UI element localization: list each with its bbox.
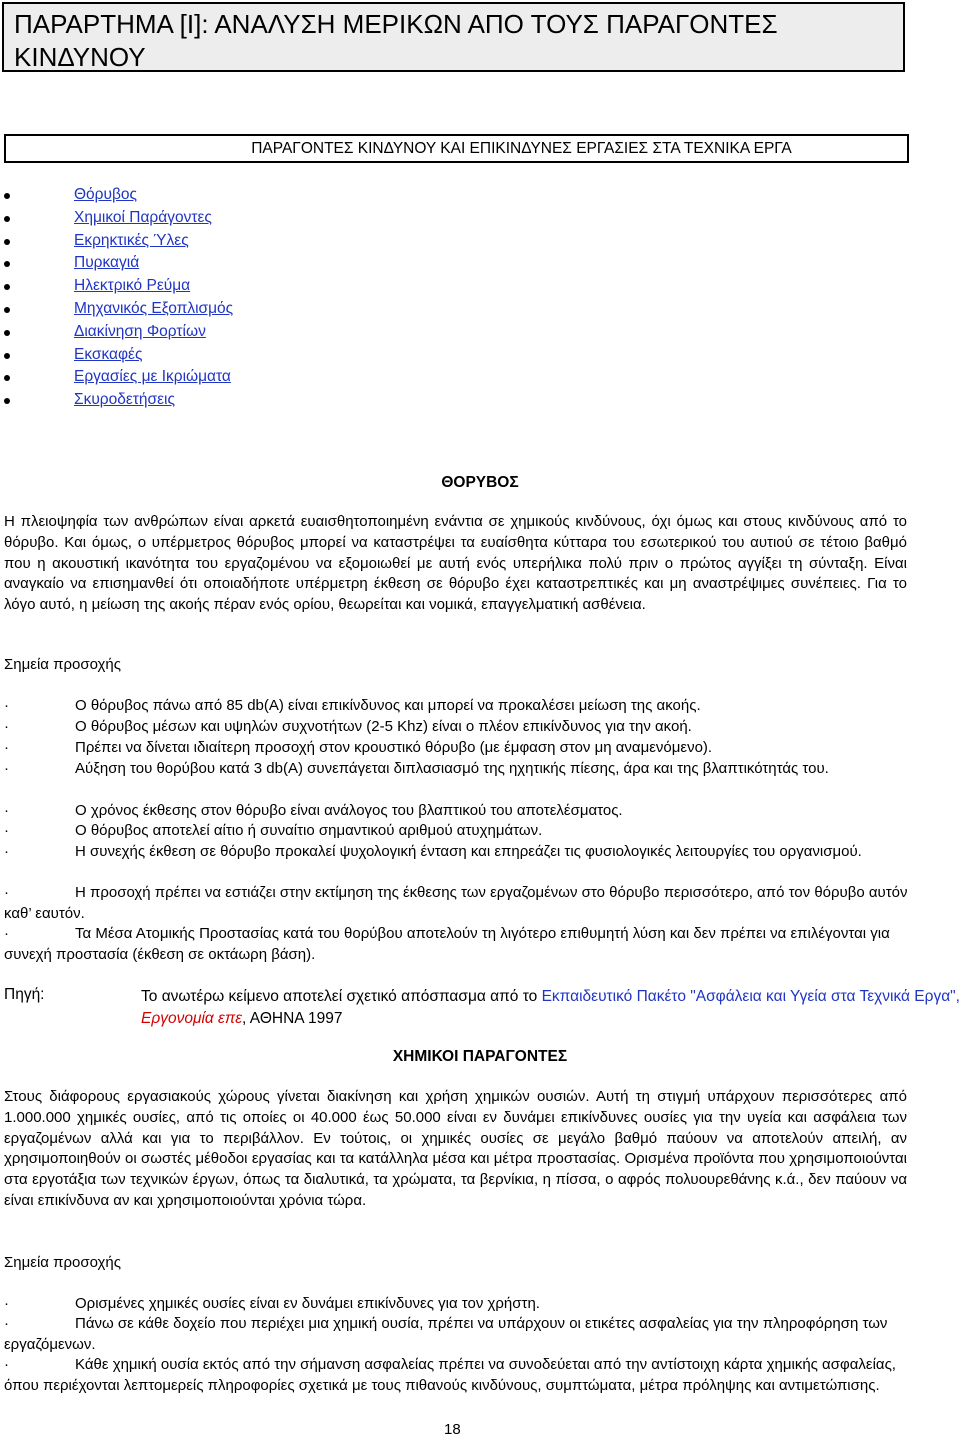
- toc-link-chemicals[interactable]: Χημικοί Παράγοντες: [74, 208, 212, 226]
- noise-attention-label: Σημεία προσοχής: [4, 656, 121, 673]
- toc-link-excavations[interactable]: Εκσκαφές: [74, 345, 143, 363]
- noise-bullet: · Τα Μέσα Ατομικής Προστασίας κατά του θορύβου αποτελούν τη λιγότερο επιθυμητή λύση και δεν πρέπει να επιλέγονται για συνεχή προστασία (έκθεση σε οκτάωρη βάση).: [4, 925, 890, 963]
- noise-bullet: · Η συνεχής έκθεση σε θόρυβο προκαλεί ψυχολογική ένταση και επηρεάζει τις φυσιολογικές λειτουργίες του οργανισμού.: [4, 843, 862, 860]
- toc-link-concreting[interactable]: Σκυροδετήσεις: [74, 391, 175, 409]
- toc-link-fire[interactable]: Πυρκαγιά: [74, 254, 140, 272]
- bullet-dot-icon: [4, 398, 10, 404]
- chemical-paragraph: Στους διάφορους εργασιακούς χώρους γίνεται διακίνηση και χρήση χημικών ουσιών. Αυτή τη στιγμή υπάρχουν περισσότερες από 1.000.000 χημικές ουσίες, από τις οποίες οι 40.000 έως 50.000 είναι εν δυνάμει επικίνδυνες ουσίες για την υγεία και ασφάλεια των εργαζομένων αλλά και για το περιβάλλον. Εν τούτοις, οι χημικές ουσίες σε μεγάλο βαθμό παύουν να αποτελούν απειλή, αν χρησιμοποιηθούν οι σωστές μέθοδοι εργασίας και τα κατάλληλα μέσα και μέτρα προστασίας. Ορισμένα προϊόντα που χρησιμοποιούνται στα εργοτάξια των τεχνικών έργων, όπως τα διαλυτικά, τα χρώματα, τα βερνίκια, η πίσσα, ο αφρός πολυουρεθάνης κ.ά., δεν παύουν να είναι επικίνδυνα αν και χρησιμοποιούνται χρόνια τώρα.: [4, 1088, 907, 1209]
- noise-paragraph: Η πλειοψηφία των ανθρώπων είναι αρκετά ευαισθητοποιημένη ενάντια σε χημικούς κινδύνους, όχι όμως και στους κινδύνους από το θόρυβο. Και όμως, ο υπέρμετρος θόρυβος μπορεί να καταστρέψει τα ευαίσθητα κύτταρα του εσωτερικού του αυτιού σε τέτοιο βαθμό που η ακουστική ικανότητα του εργαζομένου να εξομοιωθεί με αυτή ενός υπερήλικα πολύ πριν ο πρώτος αγγίξει τη σύνταξη. Είναι αναγκαίο να επισημανθεί ότι οποιαδήποτε υπέρμετρη έκθεση σε θόρυβο έχει καταστρεπτικές και μη αναστρέψιμες συνέπειες. Για το λόγο αυτό, η μείωση της ακοής πέραν ενός ορίου, θεωρείται και νομικά, επαγγελματική ασθένεια.: [4, 513, 907, 614]
- noise-bullet: · Πρέπει να δίνεται ιδιαίτερη προσοχή στον κρουστικό θόρυβο (με έμφαση στον μη αναμενόμενο).: [4, 739, 713, 756]
- bullet-dot-icon: [4, 284, 10, 290]
- page-number: 18: [444, 1421, 461, 1438]
- noise-bullet: · Ο θόρυβος αποτελεί αίτιο ή συναίτιο σημαντικού αριθμού ατυχημάτων.: [4, 822, 543, 839]
- source-label: Πηγή:: [4, 986, 45, 1003]
- source-publisher: Εργονομία επε: [141, 1010, 243, 1027]
- chemical-heading: ΧΗΜΙΚΟΙ ΠΑΡΑΓΟΝΤΕΣ: [392, 1048, 568, 1065]
- chemical-bullet: · Πάνω σε κάθε δοχείο που περιέχει μια χημική ουσία, πρέπει να υπάρχουν οι ετικέτες ασφαλείας για την πληροφόρηση των εργαζόμενων.: [4, 1315, 888, 1353]
- chemical-attention-label: Σημεία προσοχής: [4, 1254, 121, 1271]
- toc-link-electricity[interactable]: Ηλεκτρικό Ρεύμα: [74, 277, 191, 295]
- bullet-dot-icon: [4, 261, 10, 267]
- toc-link-load-handling[interactable]: Διακίνηση Φορτίων: [74, 322, 206, 340]
- bullet-dot-icon: [4, 375, 10, 381]
- noise-bullet: · Ο θόρυβος πάνω από 85 db(A) είναι επικίνδυνος και μπορεί να προκαλέσει μείωση της ακοής.: [4, 697, 701, 714]
- bullet-dot-icon: [4, 239, 10, 245]
- chemical-bullet: · Ορισμένες χημικές ουσίες είναι εν δυνάμει επικίνδυνες για τον χρήστη.: [4, 1295, 540, 1312]
- page-title: ΠΑΡΑΡΤΗΜΑ [Ι]: ΑΝΑΛΥΣΗ ΜΕΡΙΚΩΝ ΑΠΟ ΤΟΥΣ ΠΑΡΑΓΟΝΤΕΣ ΚΙΝΔΥΝΟΥ: [14, 9, 778, 72]
- noise-heading: ΘΟΡΥΒΟΣ: [441, 474, 519, 491]
- subtitle: ΠΑΡΑΓΟΝΤΕΣ ΚΙΝΔΥΝΟΥ ΚΑΙ ΕΠΙΚΙΝΔΥΝΕΣ ΕΡΓΑΣΙΕΣ ΣΤΑ ΤΕΧΝΙΚΑ ΕΡΓΑ: [251, 140, 792, 157]
- source-text: Το ανωτέρω κείμενο αποτελεί σχετικό απόσπασμα από το Εκπαιδευτικό Πακέτο "Ασφάλεια και Υγεία στα Τεχνικά Εργα", Εργονομία επε, ΑΘΗΝΑ 1997: [141, 988, 960, 1027]
- bullet-dot-icon: [4, 307, 10, 313]
- subtitle-box: [4, 134, 909, 163]
- toc-link-scaffolding[interactable]: Εργασίες με Ικριώματα: [74, 368, 231, 386]
- bullet-dot-icon: [4, 193, 10, 199]
- bullet-dot-icon: [4, 216, 10, 222]
- bullet-dot-icon: [4, 330, 10, 336]
- noise-bullet: · Ο θόρυβος μέσων και υψηλών συχνοτήτων (2-5 Khz) είναι ο πλέον επικίνδυνος για την ακοή.: [4, 718, 692, 735]
- bullet-dot-icon: [4, 353, 10, 359]
- toc-link-explosives[interactable]: Εκρηκτικές Ύλες: [74, 231, 189, 249]
- page-title-box: [2, 2, 905, 72]
- toc-link-machinery[interactable]: Μηχανικός Εξοπλισμός: [74, 299, 234, 317]
- toc-link-noise[interactable]: Θόρυβος: [74, 186, 137, 203]
- chemical-bullet: · Κάθε χημική ουσία εκτός από την σήμανση ασφαλείας πρέπει να συνοδεύεται από την αντίστοιχη κάρτα χημικής ασφαλείας, όπου περιέχονται λεπτομερείς πληροφορίες σχετικά με τους πιθανούς κινδύνους, συμπτώματα, μέτρα πρόληψης και αντιμετώπισης.: [4, 1356, 896, 1394]
- noise-bullet: · Ο χρόνος έκθεσης στον θόρυβο είναι ανάλογος του βλαπτικού του αποτελέσματος.: [4, 802, 623, 819]
- noise-bullet: · Αύξηση του θορύβου κατά 3 db(A) συνεπάγεται διπλασιασμό της ηχητικής πίεσης, άρα και της βλαπτικότητάς του.: [4, 760, 829, 777]
- noise-bullet: · Η προσοχή πρέπει να εστιάζει στην εκτίμηση της έκθεσης των εργαζομένων στο θόρυβο περισσότερο, από τον θόρυβο αυτόν καθ’ εαυτόν.: [4, 884, 908, 922]
- source-link[interactable]: Εκπαιδευτικό Πακέτο "Ασφάλεια και Υγεία στα Τεχνικά Εργα",: [541, 988, 960, 1005]
